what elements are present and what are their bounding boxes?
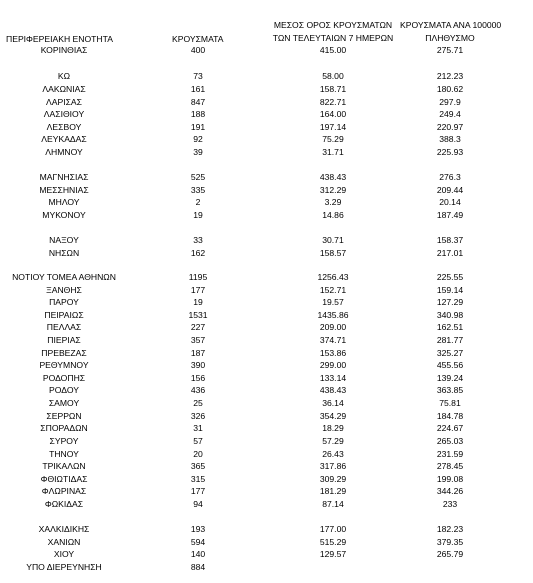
per-100000-cell: 187.49: [436, 210, 464, 220]
cases-cell: 161: [190, 84, 206, 94]
region-name-cell: ΠΑΡΟΥ: [49, 297, 79, 307]
avg-7day-cell: 14.86: [322, 210, 344, 220]
avg-7day-cell: 31.71: [322, 147, 344, 157]
table-row: [0, 523, 533, 535]
cases-cell: 1531: [188, 310, 208, 320]
avg-7day-cell: 299.00: [319, 360, 347, 370]
table-row: [0, 561, 533, 573]
avg-7day-cell: 415.00: [319, 45, 347, 55]
per-100000-cell: 231.59: [436, 449, 464, 459]
table-row: [0, 296, 533, 308]
avg-7day-cell: 312.29: [319, 185, 347, 195]
per-100000-cell: 224.67: [436, 423, 464, 433]
table-row: [0, 171, 533, 183]
region-name-cell: ΜΥΚΟΝΟΥ: [42, 210, 86, 220]
table-row: [0, 397, 533, 409]
avg-7day-cell: 1435.86: [317, 310, 349, 320]
per-100000-cell: 127.29: [436, 297, 464, 307]
region-name-cell: ΚΩ: [57, 71, 71, 81]
region-name-cell: ΛΑΚΩΝΙΑΣ: [42, 84, 86, 94]
region-name-cell: ΠΕΛΛΑΣ: [46, 322, 82, 332]
cases-cell: 436: [190, 385, 206, 395]
per-100000-cell: 75.81: [439, 398, 461, 408]
table-row: [0, 70, 533, 82]
region-name-cell: ΛΗΜΝΟΥ: [45, 147, 83, 157]
header-per-line1: ΚΡΟΥΣΜΑΤΑ ΑΝΑ 100000: [400, 20, 502, 30]
avg-7day-cell: 1256.43: [317, 272, 349, 282]
avg-7day-cell: 158.57: [319, 248, 347, 258]
table-row: [0, 410, 533, 422]
region-name-cell: ΣΕΡΡΩΝ: [46, 411, 82, 421]
region-name-cell: ΠΕΙΡΑΙΩΣ: [44, 310, 84, 320]
avg-7day-cell: 152.71: [319, 285, 347, 295]
region-name-cell: ΜΗΛΟΥ: [48, 197, 80, 207]
avg-7day-cell: 181.29: [319, 486, 347, 496]
cases-cell: 193: [190, 524, 206, 534]
header-per-line2: ΠΛΗΘΥΣΜΟ: [425, 33, 475, 43]
cases-cell: 2: [195, 197, 201, 207]
per-100000-cell: 455.56: [436, 360, 464, 370]
per-100000-cell: 159.14: [436, 285, 464, 295]
table-row: [0, 184, 533, 196]
region-name-cell: ΡΕΘΥΜΝΟΥ: [39, 360, 89, 370]
avg-7day-cell: 374.71: [319, 335, 347, 345]
region-name-cell: ΠΙΕΡΙΑΣ: [47, 335, 81, 345]
header-per-100000: [400, 20, 500, 43]
cases-cell: 177: [190, 285, 206, 295]
region-name-cell: ΝΟΤΙΟΥ ΤΟΜΕΑ ΑΘΗΝΩΝ: [12, 272, 116, 282]
cases-cell: 884: [190, 562, 206, 572]
region-name-cell: ΜΕΣΣΗΝΙΑΣ: [39, 185, 89, 195]
table-row: [0, 146, 533, 158]
region-name-cell: ΛΑΡΙΣΑΣ: [46, 97, 82, 107]
avg-7day-cell: 354.29: [319, 411, 347, 421]
per-100000-cell: 158.37: [436, 235, 464, 245]
per-100000-cell: 325.27: [436, 348, 464, 358]
avg-7day-cell: 158.71: [319, 84, 347, 94]
region-name-cell: ΣΠΟΡΑΔΩΝ: [40, 423, 88, 433]
region-name-cell: ΠΡΕΒΕΖΑΣ: [41, 348, 87, 358]
cases-cell: 191: [190, 122, 206, 132]
avg-7day-cell: 58.00: [322, 71, 344, 81]
cases-cell: 20: [193, 449, 203, 459]
per-100000-cell: 344.26: [436, 486, 464, 496]
table-row: [0, 334, 533, 346]
region-name-cell: ΛΕΣΒΟΥ: [46, 122, 82, 132]
avg-7day-cell: 75.29: [322, 134, 344, 144]
cases-cell: 335: [190, 185, 206, 195]
cases-cell: 847: [190, 97, 206, 107]
table-row: [0, 284, 533, 296]
avg-7day-cell: 129.57: [319, 549, 347, 559]
table-row: [0, 121, 533, 133]
avg-7day-cell: 36.14: [322, 398, 344, 408]
region-name-cell: ΦΘΙΩΤΙΔΑΣ: [40, 474, 88, 484]
per-100000-cell: 275.71: [436, 45, 464, 55]
region-name-cell: ΦΛΩΡΙΝΑΣ: [41, 486, 87, 496]
avg-7day-cell: 822.71: [319, 97, 347, 107]
per-100000-cell: 225.55: [436, 272, 464, 282]
per-100000-cell: 276.3: [439, 172, 461, 182]
table-row: [0, 209, 533, 221]
per-100000-cell: 180.62: [436, 84, 464, 94]
cases-cell: 33: [193, 235, 203, 245]
table-row: [0, 321, 533, 333]
cases-cell: 57: [193, 436, 203, 446]
region-name-cell: ΚΟΡΙΝΘΙΑΣ: [40, 45, 88, 55]
avg-7day-cell: 57.29: [322, 436, 344, 446]
per-100000-cell: 388.3: [439, 134, 461, 144]
table-row: [0, 96, 533, 108]
per-100000-cell: 233: [442, 499, 458, 509]
region-name-cell: ΡΟΔΟΠΗΣ: [42, 373, 86, 383]
avg-7day-cell: 197.14: [319, 122, 347, 132]
header-avg-line2: ΤΩΝ ΤΕΛΕΥΤΑΙΩΝ 7 ΗΜΕΡΩΝ: [272, 33, 394, 43]
cases-cell: 315: [190, 474, 206, 484]
region-name-cell: ΛΑΣΙΘΙΟΥ: [43, 109, 85, 119]
per-100000-cell: 297.9: [439, 97, 461, 107]
cases-cell: 177: [190, 486, 206, 496]
table-row: [0, 473, 533, 485]
table-row: [0, 271, 533, 283]
per-100000-cell: 265.03: [436, 436, 464, 446]
cases-cell: 1195: [188, 272, 208, 282]
region-name-cell: ΛΕΥΚΑΔΑΣ: [41, 134, 87, 144]
avg-7day-cell: 164.00: [319, 109, 347, 119]
cases-cell: 525: [190, 172, 206, 182]
header-region: ΠΕΡΙΦΕΡΕΙΑΚΗ ΕΝΟΤΗΤΑ: [6, 34, 113, 44]
avg-7day-cell: 87.14: [322, 499, 344, 509]
cases-cell: 357: [190, 335, 206, 345]
cases-cell: 19: [193, 210, 203, 220]
per-100000-cell: 249.4: [439, 109, 461, 119]
avg-7day-cell: 438.43: [319, 385, 347, 395]
per-100000-cell: 220.97: [436, 122, 464, 132]
region-name-cell: ΣΑΜΟΥ: [48, 398, 80, 408]
avg-7day-cell: 19.57: [322, 297, 344, 307]
cases-cell: 73: [193, 71, 203, 81]
table-row: [0, 485, 533, 497]
region-name-cell: ΝΗΣΩΝ: [48, 248, 80, 258]
cases-cell: 594: [190, 537, 206, 547]
region-name-cell: ΦΩΚΙΔΑΣ: [44, 499, 84, 509]
avg-7day-cell: 438.43: [319, 172, 347, 182]
cases-cell: 92: [193, 134, 203, 144]
table-row: [0, 347, 533, 359]
table-row: [0, 460, 533, 472]
avg-7day-cell: 26.43: [322, 449, 344, 459]
per-100000-cell: 20.14: [439, 197, 461, 207]
avg-7day-cell: 309.29: [319, 474, 347, 484]
per-100000-cell: 225.93: [436, 147, 464, 157]
table-row: [0, 196, 533, 208]
per-100000-cell: 265.79: [436, 549, 464, 559]
header-cases: ΚΡΟΥΣΜΑΤΑ: [172, 34, 224, 44]
region-name-cell: ΤΗΝΟΥ: [49, 449, 79, 459]
table-row: [0, 309, 533, 321]
avg-7day-cell: 515.29: [319, 537, 347, 547]
region-name-cell: ΝΑΞΟΥ: [49, 235, 79, 245]
table-row: [0, 372, 533, 384]
header-avg-line1: ΜΕΣΟΣ ΟΡΟΣ ΚΡΟΥΣΜΑΤΩΝ: [273, 20, 393, 30]
per-100000-cell: 212.23: [436, 71, 464, 81]
avg-7day-cell: 3.29: [324, 197, 342, 207]
per-100000-cell: 278.45: [436, 461, 464, 471]
per-100000-cell: 182.23: [436, 524, 464, 534]
cases-cell: 187: [190, 348, 206, 358]
table-row: [0, 498, 533, 510]
avg-7day-cell: 209.00: [319, 322, 347, 332]
region-name-cell: ΧΑΝΙΩΝ: [47, 537, 81, 547]
table-row: [0, 83, 533, 95]
avg-7day-cell: 153.86: [319, 348, 347, 358]
cases-cell: 326: [190, 411, 206, 421]
per-100000-cell: 363.85: [436, 385, 464, 395]
table-row: [0, 422, 533, 434]
avg-7day-cell: 30.71: [322, 235, 344, 245]
region-name-cell: ΜΑΓΝΗΣΙΑΣ: [39, 172, 89, 182]
table-row: [0, 536, 533, 548]
avg-7day-cell: 18.29: [322, 423, 344, 433]
cases-cell: 19: [193, 297, 203, 307]
cases-cell: 156: [190, 373, 206, 383]
table-row: [0, 44, 533, 56]
table-row: [0, 435, 533, 447]
table-row: [0, 548, 533, 560]
cases-cell: 162: [190, 248, 206, 258]
table-row: [0, 108, 533, 120]
per-100000-cell: 281.77: [436, 335, 464, 345]
table-row: [0, 133, 533, 145]
avg-7day-cell: 177.00: [319, 524, 347, 534]
cases-cell: 94: [193, 499, 203, 509]
header-avg: [266, 20, 400, 43]
region-name-cell: ΥΠΟ ΔΙΕΡΕΥΝΗΣΗ: [26, 562, 102, 572]
cases-cell: 188: [190, 109, 206, 119]
per-100000-cell: 199.08: [436, 474, 464, 484]
region-name-cell: ΧΙΟΥ: [53, 549, 75, 559]
cases-cell: 25: [193, 398, 203, 408]
cases-cell: 140: [190, 549, 206, 559]
cases-cell: 227: [190, 322, 206, 332]
cases-cell: 400: [190, 45, 206, 55]
region-name-cell: ΣΥΡΟΥ: [49, 436, 79, 446]
avg-7day-cell: 317.86: [319, 461, 347, 471]
cases-cell: 39: [193, 147, 203, 157]
region-name-cell: ΡΟΔΟΥ: [49, 385, 79, 395]
per-100000-cell: 379.35: [436, 537, 464, 547]
per-100000-cell: 184.78: [436, 411, 464, 421]
region-name-cell: ΤΡΙΚΑΛΩΝ: [42, 461, 86, 471]
per-100000-cell: 340.98: [436, 310, 464, 320]
per-100000-cell: 217.01: [436, 248, 464, 258]
cases-cell: 390: [190, 360, 206, 370]
avg-7day-cell: 133.14: [319, 373, 347, 383]
cases-cell: 365: [190, 461, 206, 471]
table-row: [0, 247, 533, 259]
per-100000-cell: 209.44: [436, 185, 464, 195]
per-100000-cell: 139.24: [436, 373, 464, 383]
region-name-cell: ΧΑΛΚΙΔΙΚΗΣ: [38, 524, 90, 534]
table-row: [0, 448, 533, 460]
per-100000-cell: 162.51: [436, 322, 464, 332]
table-row: [0, 359, 533, 371]
table-row: [0, 234, 533, 246]
region-name-cell: ΞΑΝΘΗΣ: [46, 285, 82, 295]
cases-cell: 31: [193, 423, 203, 433]
table-row: [0, 384, 533, 396]
